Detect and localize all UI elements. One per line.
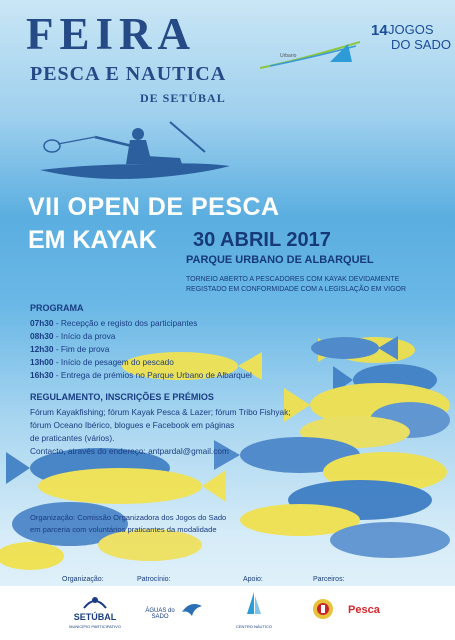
jogos-logo-label: JOGOS [388, 22, 434, 37]
sponsor-footer [0, 586, 455, 640]
torneio-description [186, 275, 406, 295]
regulamento-line2: fórum Oceano Ibérico, blogues e Facebook em páginas [30, 420, 235, 430]
programa-heading: PROGRAMA [30, 303, 84, 313]
torneio-line1: TORNEIO ABERTO A PESCADORES COM KAYAK DEVIDAMENTE [186, 276, 400, 283]
pesca-logo: Pesca [348, 604, 380, 616]
torneio-line2: REGISTADO EM CONFORMIDADE COM A LEGISLAÇÃO EM VIGOR [186, 286, 407, 293]
regulamento-line1: Fórum Kayakfishing; fórum Kayak Pesca & Lazer; fórum Tribo Fishyak; [30, 407, 291, 417]
programa-item: 16h30 - Entrega de prémios no Parque Urbano de Albarquel [30, 370, 252, 380]
setubal-logo-icon [80, 592, 110, 610]
fish-blue [311, 337, 379, 359]
footer-parceiros-label: Parceiros: [313, 576, 345, 583]
de-setubal-subtitle: DE SETÚBAL [140, 91, 226, 105]
portugal-emblem-icon [312, 598, 334, 620]
event-venue: PARQUE URBANO DE ALBARQUEL [186, 254, 374, 266]
fish-yellow [0, 542, 64, 570]
centro-nautico-logo: CENTRO NÁUTICO [236, 624, 272, 629]
programa-item: 07h30 - Recepção e registo dos participantes [30, 318, 198, 328]
event-title-line2: EM KAYAK [28, 226, 157, 254]
organizacao-line1: Organização: Comissão Organizadora dos Jogos do Sado [30, 513, 227, 522]
footer-organizacao-label: Organização: [62, 576, 104, 583]
setubal-logo-text: SETÚBAL [73, 612, 117, 622]
organizacao-line2: em parceria com voluntários praticantes da modalidade [30, 525, 217, 534]
setubal-logo-sub: MUNICÍPIO PARTICIPATIVO [69, 624, 121, 629]
footer-patrocinio-label: Patrocínio: [137, 576, 171, 583]
event-title-line1: VII OPEN DE PESCA [28, 193, 280, 221]
programa-item: 13h00 - Início de pesagem do pescado [30, 357, 174, 367]
aguas-sado-logo: ÁGUAS do SADO [145, 608, 175, 620]
programa-item: 12h30 - Fim de prova [30, 344, 110, 354]
regulamento-line3: de praticantes (vários). [30, 433, 115, 443]
urbano-label: Urbano [280, 53, 297, 59]
regulamento-heading: REGULAMENTO, INSCRIÇÕES E PRÉMIOS [30, 392, 214, 402]
contact-email[interactable]: Contacto, através do endereço: antpardal@gmail.com [30, 446, 229, 456]
jogos-logo-number: 14 [371, 22, 388, 39]
pesca-nautica-subtitle: PESCA E NAUTICA [30, 63, 227, 85]
feira-title: FEIRA [26, 9, 197, 59]
fish-blue [330, 522, 450, 558]
jogos-logo-sado: DO SADO [391, 37, 451, 52]
fish-yellow [38, 468, 202, 504]
kayak-fisherman-icon [30, 112, 240, 187]
dolphin-icon [180, 598, 204, 620]
footer-apoio-label: Apoio: [243, 576, 263, 583]
programa-item: 08h30 - Início da prova [30, 331, 116, 341]
event-date: 30 ABRIL 2017 [193, 229, 331, 251]
sail-icon [246, 592, 262, 618]
wave-stripe-icon [260, 40, 360, 70]
